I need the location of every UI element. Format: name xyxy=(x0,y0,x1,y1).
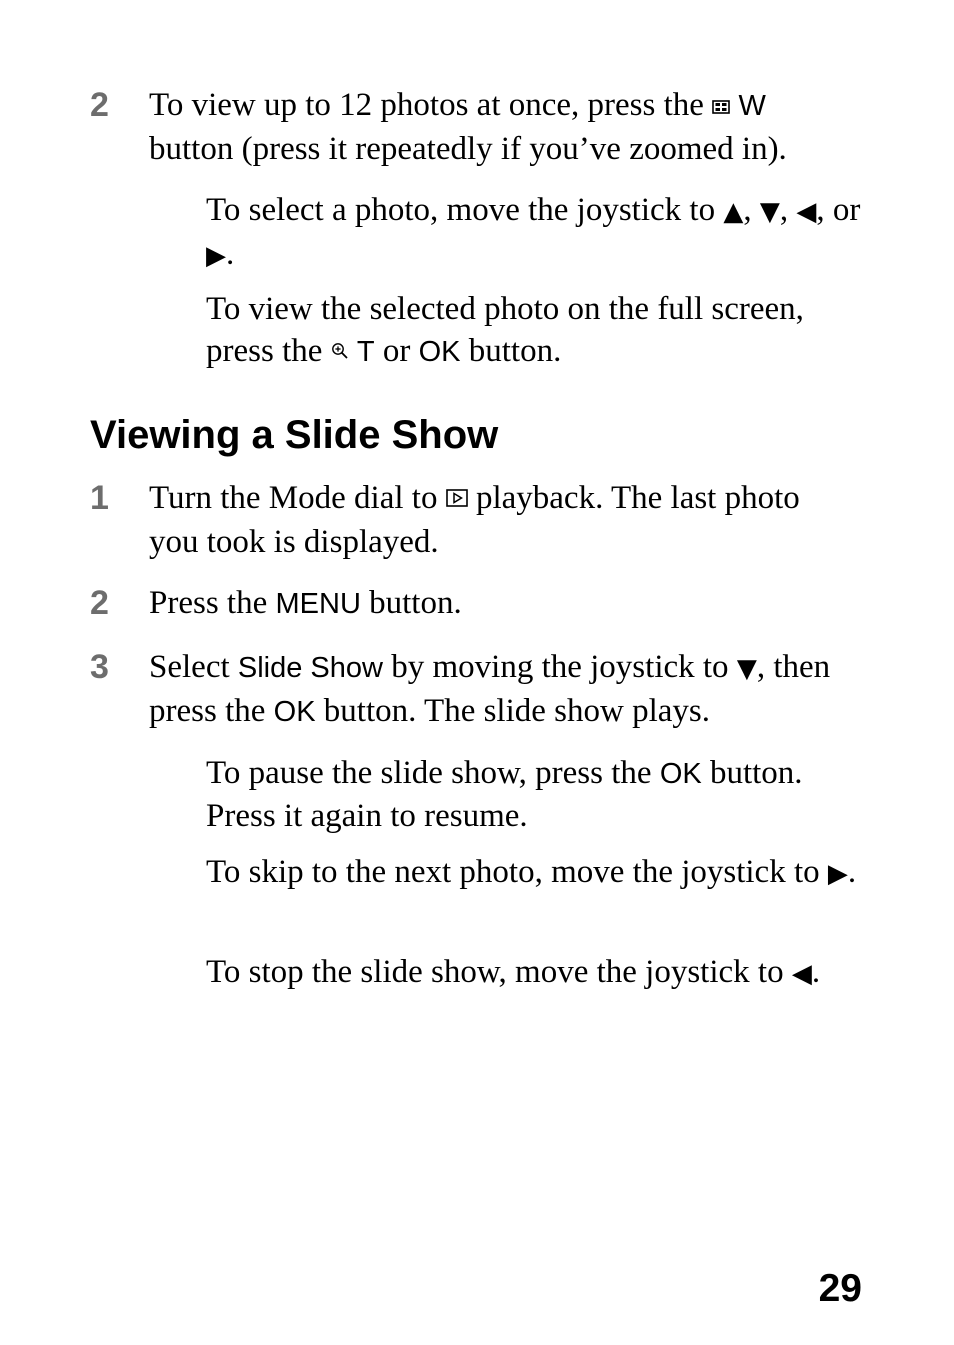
grid-view-icon xyxy=(712,83,730,125)
sub-text-part: To skip to the next photo, move the joystick to xyxy=(206,854,820,890)
zoom-in-button-label: T xyxy=(356,336,375,368)
step-text-part: Press the xyxy=(149,585,268,621)
sub-select-photo xyxy=(206,189,866,277)
step-text xyxy=(149,582,849,625)
sub-text-part: button. Press it again to resume. xyxy=(206,755,803,834)
step-text-part: Select xyxy=(149,649,230,685)
arrow-left-icon: ◀ xyxy=(791,959,812,989)
sub-stop-slide-show xyxy=(206,951,866,995)
menu-button-label: MENU xyxy=(275,588,361,620)
arrow-left-icon: ◀ xyxy=(796,197,817,227)
sub-view-full-screen xyxy=(206,288,866,374)
step-text-part: Turn the Mode dial to xyxy=(149,480,438,516)
period: . xyxy=(226,236,235,272)
step-text-part: button. The slide show plays. xyxy=(323,693,710,729)
slide-show-option-label: Slide Show xyxy=(237,652,383,684)
arrow-right-icon: ▶ xyxy=(206,241,226,271)
step-text-part: button (press it repeatedly if you’ve zoomed in). xyxy=(149,131,787,168)
step-text-part: by moving the joystick to xyxy=(391,649,729,685)
separator: , xyxy=(779,192,789,228)
sub-skip-photo xyxy=(206,851,866,895)
page-number: 29 xyxy=(818,1267,862,1310)
sub-text-part: To select a photo, move the joystick to xyxy=(206,192,716,228)
step-text-part: , then press the xyxy=(149,649,831,729)
step-text-part: playback. The last photo you took is displayed. xyxy=(149,480,800,561)
magnify-icon xyxy=(331,329,349,371)
playback-icon xyxy=(446,476,468,518)
step-text xyxy=(149,477,849,563)
arrow-down-icon: ▼ xyxy=(759,197,780,227)
period: . xyxy=(847,854,857,890)
arrow-up-icon: ▲ xyxy=(723,197,744,227)
ok-button-label: OK xyxy=(418,336,461,368)
sub-pause-slide-show xyxy=(206,752,866,837)
ok-button-label: OK xyxy=(273,696,316,728)
step-text-part: To view up to 12 photos at once, press the xyxy=(149,87,704,123)
zoom-out-button-label: W xyxy=(738,90,766,122)
arrow-down-icon: ▼ xyxy=(736,654,757,684)
step-text xyxy=(149,646,849,733)
step-number: 3 xyxy=(90,648,109,686)
section-heading: Viewing a Slide Show xyxy=(90,413,499,457)
sub-text-part: or xyxy=(832,192,861,228)
ok-button-label: OK xyxy=(659,758,702,790)
sub-text-part: or xyxy=(382,333,411,369)
step-number: 1 xyxy=(90,479,109,517)
sub-text-part: To stop the slide show, move the joystick to xyxy=(206,954,784,990)
sub-text-part: button. xyxy=(468,333,562,369)
separator: , xyxy=(816,192,825,228)
step-text xyxy=(149,84,849,170)
period: . xyxy=(811,954,821,990)
sub-text-part: To pause the slide show, press the xyxy=(206,755,652,791)
step-number: 2 xyxy=(90,86,109,124)
sub-text-part: To view the selected photo on the full screen, press the xyxy=(206,291,804,369)
step-text-part: button. xyxy=(369,585,462,621)
step-number: 2 xyxy=(90,584,109,622)
separator: , xyxy=(743,192,752,228)
arrow-right-icon: ▶ xyxy=(827,859,848,889)
